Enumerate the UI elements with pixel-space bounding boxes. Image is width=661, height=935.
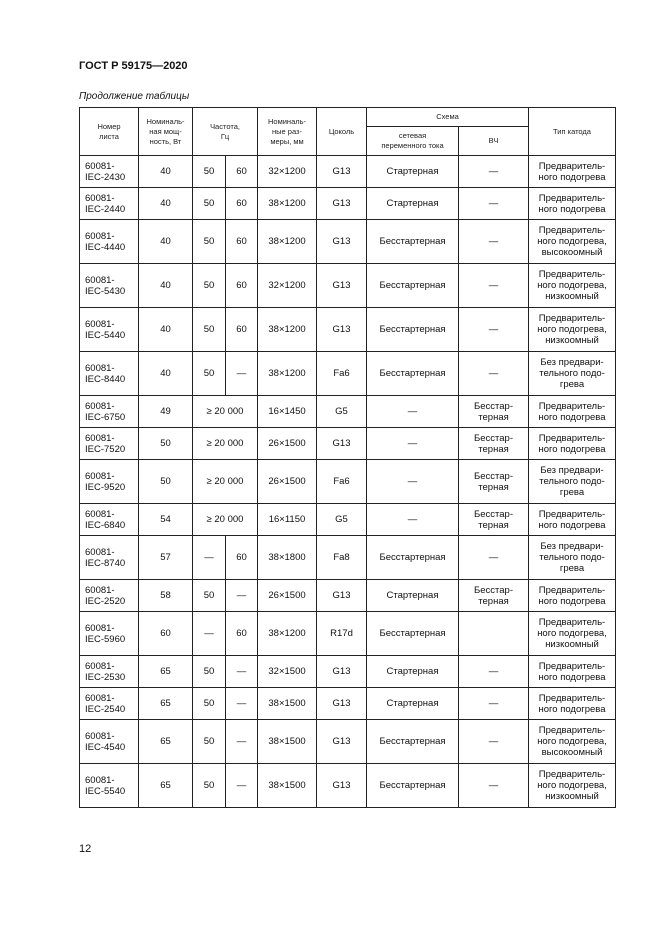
cell-sheet-number: 60081- IEC-6840: [80, 504, 139, 536]
cell-cathode-type: Предваритель- ного подогрева, низкоомный: [529, 764, 616, 808]
cell-ac-scheme: Бесстартерная: [367, 220, 459, 264]
cell-cathode-type: Предваритель- ного подогрева: [529, 504, 616, 536]
cell-base: R17d: [317, 612, 367, 656]
cell-sheet-number: 60081- IEC-2440: [80, 188, 139, 220]
table-row: [80, 764, 616, 808]
table-row: [80, 504, 616, 536]
cell-power: 65: [139, 656, 193, 688]
cell-frequency: ≥ 20 000: [193, 396, 258, 428]
cell-cathode-type: Без предвари- тельного подо- грева: [529, 536, 616, 580]
cell-sheet-number: 60081- IEC-2430: [80, 156, 139, 188]
cell-dimensions: 38×1500: [258, 688, 317, 720]
cell-base: G13: [317, 688, 367, 720]
cell-dimensions: 16×1450: [258, 396, 317, 428]
cell-power: 54: [139, 504, 193, 536]
header-hf: ВЧ: [459, 127, 529, 156]
cell-hf-scheme: Бесстар- терная: [459, 396, 529, 428]
cell-cathode-type: Предваритель- ного подогрева: [529, 156, 616, 188]
cell-power: 40: [139, 264, 193, 308]
header-sheet: Номер листа: [80, 108, 139, 156]
cell-cathode-type: Предваритель- ного подогрева: [529, 396, 616, 428]
cell-dimensions: 26×1500: [258, 460, 317, 504]
cell-frequency-50: 50: [193, 156, 226, 188]
cell-frequency-50: 50: [193, 308, 226, 352]
cell-base: G13: [317, 220, 367, 264]
cell-frequency-60: —: [226, 688, 258, 720]
table-row: [80, 308, 616, 352]
cell-hf-scheme: —: [459, 656, 529, 688]
cell-cathode-type: Предваритель- ного подогрева, высокоомный: [529, 720, 616, 764]
cell-frequency-50: 50: [193, 764, 226, 808]
cell-hf-scheme: —: [459, 352, 529, 396]
table-row: [80, 188, 616, 220]
cell-sheet-number: 60081- IEC-5430: [80, 264, 139, 308]
table-body: [80, 156, 616, 808]
cell-sheet-number: 60081- IEC-7520: [80, 428, 139, 460]
cell-frequency-60: 60: [226, 264, 258, 308]
cell-frequency-50: 50: [193, 656, 226, 688]
cell-frequency-60: —: [226, 580, 258, 612]
cell-base: G13: [317, 580, 367, 612]
cell-frequency-60: 60: [226, 188, 258, 220]
cell-dimensions: 16×1150: [258, 504, 317, 536]
cell-frequency-50: 50: [193, 188, 226, 220]
cell-frequency-60: —: [226, 764, 258, 808]
cell-sheet-number: 60081- IEC-5540: [80, 764, 139, 808]
cell-cathode-type: Предваритель- ного подогрева: [529, 428, 616, 460]
cell-power: 40: [139, 188, 193, 220]
cell-ac-scheme: Бесстартерная: [367, 352, 459, 396]
cell-hf-scheme: —: [459, 156, 529, 188]
cell-frequency-50: —: [193, 612, 226, 656]
cell-hf-scheme: [459, 612, 529, 656]
table-row: [80, 656, 616, 688]
cell-hf-scheme: Бесстар- терная: [459, 460, 529, 504]
cell-dimensions: 38×1200: [258, 308, 317, 352]
cell-cathode-type: Без предвари- тельного подо- грева: [529, 460, 616, 504]
table-row: [80, 352, 616, 396]
table-row: [80, 396, 616, 428]
cell-dimensions: 32×1200: [258, 156, 317, 188]
table-row: [80, 688, 616, 720]
cell-cathode-type: Предваритель- ного подогрева: [529, 580, 616, 612]
cell-dimensions: 38×1800: [258, 536, 317, 580]
cell-dimensions: 38×1500: [258, 720, 317, 764]
cell-dimensions: 38×1200: [258, 188, 317, 220]
cell-ac-scheme: Стартерная: [367, 188, 459, 220]
cell-dimensions: 38×1200: [258, 220, 317, 264]
cell-sheet-number: 60081- IEC-2520: [80, 580, 139, 612]
cell-ac-scheme: —: [367, 504, 459, 536]
cell-frequency-60: 60: [226, 536, 258, 580]
cell-dimensions: 26×1500: [258, 428, 317, 460]
cell-hf-scheme: Бесстар- терная: [459, 580, 529, 612]
cell-dimensions: 32×1500: [258, 656, 317, 688]
cell-cathode-type: Без предвари- тельного подо- грева: [529, 352, 616, 396]
cell-hf-scheme: —: [459, 264, 529, 308]
cell-power: 40: [139, 156, 193, 188]
lamp-spec-table: [79, 107, 616, 808]
header-power: Номиналь- ная мощ- ность, Вт: [139, 108, 193, 156]
cell-ac-scheme: —: [367, 396, 459, 428]
cell-base: G5: [317, 396, 367, 428]
cell-frequency-50: 50: [193, 720, 226, 764]
table-row: [80, 460, 616, 504]
cell-ac-scheme: Стартерная: [367, 688, 459, 720]
cell-power: 40: [139, 220, 193, 264]
cell-base: G5: [317, 504, 367, 536]
cell-ac-scheme: Бесстартерная: [367, 612, 459, 656]
header-cathode: Тип катода: [529, 108, 616, 156]
cell-ac-scheme: —: [367, 428, 459, 460]
cell-frequency: ≥ 20 000: [193, 504, 258, 536]
cell-sheet-number: 60081- IEC-2530: [80, 656, 139, 688]
cell-frequency-60: —: [226, 656, 258, 688]
cell-sheet-number: 60081- IEC-4540: [80, 720, 139, 764]
cell-frequency-60: 60: [226, 156, 258, 188]
cell-ac-scheme: Стартерная: [367, 580, 459, 612]
cell-frequency-60: 60: [226, 220, 258, 264]
cell-cathode-type: Предваритель- ного подогрева: [529, 688, 616, 720]
cell-power: 40: [139, 352, 193, 396]
cell-ac-scheme: Бесстартерная: [367, 536, 459, 580]
cell-power: 40: [139, 308, 193, 352]
cell-power: 65: [139, 688, 193, 720]
cell-ac-scheme: Бесстартерная: [367, 264, 459, 308]
cell-base: G13: [317, 656, 367, 688]
table-row: [80, 264, 616, 308]
cell-frequency-50: 50: [193, 220, 226, 264]
header-dimensions: Номиналь- ные раз- меры, мм: [258, 108, 317, 156]
cell-hf-scheme: —: [459, 764, 529, 808]
cell-frequency-50: —: [193, 536, 226, 580]
header-frequency: Частота, Гц: [193, 108, 258, 156]
table-row: [80, 156, 616, 188]
cell-base: G13: [317, 720, 367, 764]
document-title: ГОСТ Р 59175—2020: [79, 60, 188, 72]
cell-ac-scheme: Стартерная: [367, 156, 459, 188]
cell-base: G13: [317, 308, 367, 352]
table-row: [80, 612, 616, 656]
cell-cathode-type: Предваритель- ного подогрева: [529, 656, 616, 688]
cell-frequency-60: 60: [226, 308, 258, 352]
cell-cathode-type: Предваритель- ного подогрева, низкоомный: [529, 264, 616, 308]
cell-sheet-number: 60081- IEC-8440: [80, 352, 139, 396]
table-row: [80, 580, 616, 612]
cell-power: 49: [139, 396, 193, 428]
page-number: 12: [79, 843, 92, 855]
cell-ac-scheme: —: [367, 460, 459, 504]
cell-frequency-60: —: [226, 352, 258, 396]
cell-power: 65: [139, 720, 193, 764]
table-row: [80, 720, 616, 764]
cell-frequency-50: 50: [193, 352, 226, 396]
cell-base: Fa6: [317, 460, 367, 504]
cell-cathode-type: Предваритель- ного подогрева, низкоомный: [529, 612, 616, 656]
cell-frequency-60: 60: [226, 612, 258, 656]
cell-hf-scheme: —: [459, 188, 529, 220]
cell-frequency-50: 50: [193, 688, 226, 720]
cell-frequency: ≥ 20 000: [193, 428, 258, 460]
table-continuation-label: Продолжение таблицы: [79, 91, 190, 102]
table-row: [80, 536, 616, 580]
cell-power: 50: [139, 460, 193, 504]
cell-power: 65: [139, 764, 193, 808]
cell-base: Fa6: [317, 352, 367, 396]
cell-dimensions: 26×1500: [258, 580, 317, 612]
cell-frequency: ≥ 20 000: [193, 460, 258, 504]
cell-dimensions: 38×1200: [258, 612, 317, 656]
cell-sheet-number: 60081- IEC-2540: [80, 688, 139, 720]
cell-base: G13: [317, 188, 367, 220]
cell-hf-scheme: —: [459, 536, 529, 580]
cell-sheet-number: 60081- IEC-6750: [80, 396, 139, 428]
cell-hf-scheme: —: [459, 720, 529, 764]
cell-ac-scheme: Бесстартерная: [367, 764, 459, 808]
cell-sheet-number: 60081- IEC-5440: [80, 308, 139, 352]
table-row: [80, 220, 616, 264]
cell-frequency-50: 50: [193, 264, 226, 308]
cell-base: G13: [317, 428, 367, 460]
cell-hf-scheme: Бесстар- терная: [459, 504, 529, 536]
cell-ac-scheme: Бесстартерная: [367, 720, 459, 764]
cell-sheet-number: 60081- IEC-4440: [80, 220, 139, 264]
cell-hf-scheme: —: [459, 688, 529, 720]
cell-ac-scheme: Бесстартерная: [367, 308, 459, 352]
header-scheme: Схема: [367, 108, 529, 127]
cell-hf-scheme: —: [459, 220, 529, 264]
cell-base: G13: [317, 156, 367, 188]
cell-cathode-type: Предваритель- ного подогрева, высокоомный: [529, 220, 616, 264]
cell-hf-scheme: Бесстар- терная: [459, 428, 529, 460]
cell-base: G13: [317, 764, 367, 808]
cell-sheet-number: 60081- IEC-8740: [80, 536, 139, 580]
cell-ac-scheme: Стартерная: [367, 656, 459, 688]
cell-hf-scheme: —: [459, 308, 529, 352]
cell-dimensions: 38×1200: [258, 352, 317, 396]
cell-power: 60: [139, 612, 193, 656]
cell-cathode-type: Предваритель- ного подогрева: [529, 188, 616, 220]
cell-power: 58: [139, 580, 193, 612]
table-row: [80, 428, 616, 460]
cell-frequency-50: 50: [193, 580, 226, 612]
cell-base: G13: [317, 264, 367, 308]
cell-power: 50: [139, 428, 193, 460]
cell-sheet-number: 60081- IEC-5960: [80, 612, 139, 656]
cell-dimensions: 32×1200: [258, 264, 317, 308]
header-ac-mains: сетевая переменного тока: [367, 127, 459, 156]
cell-sheet-number: 60081- IEC-9520: [80, 460, 139, 504]
cell-cathode-type: Предваритель- ного подогрева, низкоомный: [529, 308, 616, 352]
cell-dimensions: 38×1500: [258, 764, 317, 808]
cell-frequency-60: —: [226, 720, 258, 764]
header-base: Цоколь: [317, 108, 367, 156]
cell-base: Fa8: [317, 536, 367, 580]
cell-power: 57: [139, 536, 193, 580]
